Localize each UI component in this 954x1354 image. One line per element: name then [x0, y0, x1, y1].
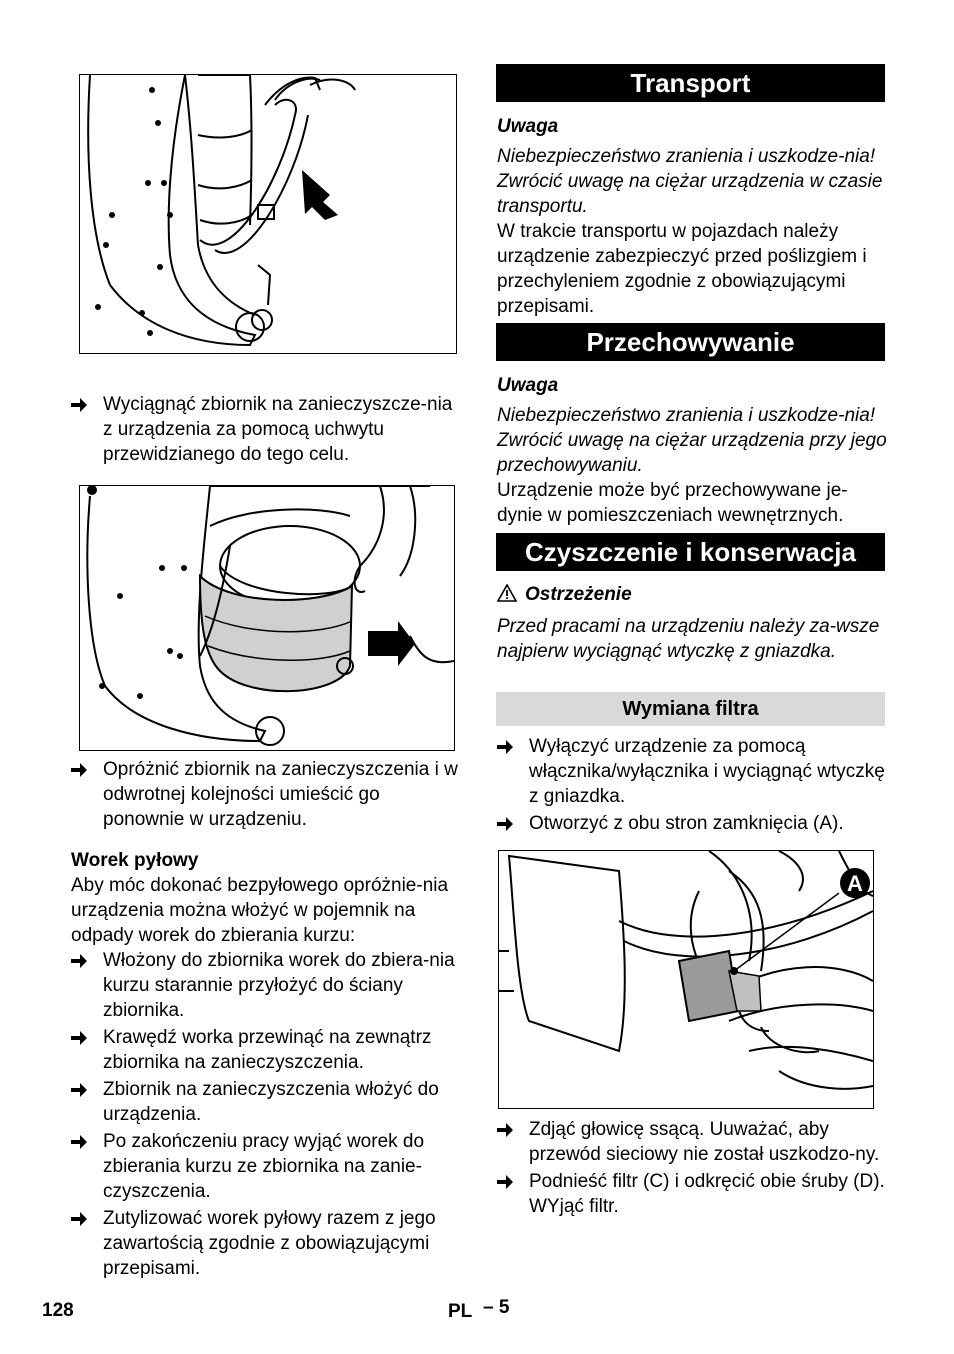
heading-transport: Transport: [496, 64, 885, 102]
figure-empty-container: [79, 485, 455, 751]
list-item: Włożony do zbiornika worek do zbiera-nia kurzu starannie przyłożyć do ściany zbiornika.: [71, 948, 459, 1023]
heading-cleaning: Czyszczenie i konserwacja: [496, 533, 885, 571]
storage-text: Urządzenie może być przechowywane je-dynie w pomieszczeniach wewnętrznych.: [497, 480, 848, 526]
list-item: Podnieść filtr (C) i odkręcić obie śruby (D). WYjąć filtr.: [497, 1169, 887, 1219]
figure-clasp-a: [498, 850, 874, 1109]
arrow-right-icon: [497, 734, 519, 759]
list-item: Zutylizować worek pyłowy razem z jego zawartością zgodnie z obowiązującymi przepisami.: [71, 1206, 459, 1281]
note-text: Niebezpieczeństwo zranienia i uszkodze-nia! Zwrócić uwagę na ciężar urządzenia przy jego przechowywaniu.: [497, 405, 887, 476]
warning-label: Ostrzeżenie: [497, 582, 887, 609]
arrow-right-icon: [497, 811, 519, 836]
illustration-pull-out: [80, 75, 456, 353]
transport-text: W trakcie transportu w pojazdach należy urządzenie zabezpieczyć przed poślizgiem i przechyleniem zgodnie z obowiązującymi przepisami.: [497, 221, 867, 317]
list-item: Po zakończeniu pracy wyjąć worek do zbierania kurzu ze zbiornika na zanie-czyszczenia.: [71, 1129, 459, 1204]
arrow-right-icon: [71, 1206, 93, 1231]
list-item: Otworzyć z obu stron zamknięcia (A).: [497, 811, 887, 836]
warning-text: Przed pracami na urządzeniu należy za-wsze najpierw wyciągnąć wtyczkę z gniazdka.: [497, 616, 880, 662]
list-item: Zdjąć głowicę ssącą. Uuważać, aby przewód sieciowy nie został uszkodzo-ny.: [497, 1117, 887, 1167]
step-empty-container: Opróżnić zbiornik na zanieczyszczenia i w odwrotnej kolejności umieścić go ponownie w urządzeniu.: [103, 759, 458, 830]
arrow-right-icon: [71, 1077, 93, 1102]
step-pull-out: Wyciągnąć zbiornik na zanieczyszcze-nia z urządzenia za pomocą uchwytu przewidzianego do tego celu.: [103, 394, 453, 465]
illustration-clasp: [499, 851, 873, 1108]
warning-triangle-icon: [497, 584, 517, 609]
sub-page-number: – 5: [483, 1297, 510, 1318]
list-item: Krawędź worka przewinąć na zewnątrz zbiornika na zanieczyszczenia.: [71, 1025, 459, 1075]
language-code: PL: [448, 1301, 473, 1322]
arrow-right-icon: [497, 1169, 519, 1194]
note-label: Uwaga: [497, 375, 559, 396]
list-item: Wyłączyć urządzenie za pomocą włącznika/wyłącznika i wyciągnąć wtyczkę z gniazdka.: [497, 734, 887, 809]
label-a: A: [847, 871, 863, 896]
figure-pull-out-container: [79, 74, 457, 354]
arrow-right-icon: [71, 757, 93, 782]
page-number: 128: [42, 1300, 74, 1321]
section-title-worek: Worek pyłowy: [71, 850, 199, 871]
list-item: [71, 757, 459, 832]
list-item: [71, 392, 459, 467]
note-label: Uwaga: [497, 116, 559, 137]
arrow-right-icon: [71, 1129, 93, 1154]
subheading-filter: Wymiana filtra: [496, 692, 885, 726]
worek-intro: Aby móc dokonać bezpyłowego opróżnie-nia urządzenia można włożyć w pojemnik na odpady worek do zbierania kurzu:: [71, 875, 449, 946]
heading-storage: Przechowywanie: [496, 323, 885, 361]
list-item: Zbiornik na zanieczyszczenia włożyć do urządzenia.: [71, 1077, 459, 1127]
arrow-right-icon: [71, 1025, 93, 1050]
arrow-right-icon: [71, 392, 93, 417]
arrow-right-icon: [497, 1117, 519, 1142]
note-text: Niebezpieczeństwo zranienia i uszkodze-nia! Zwrócić uwagę na ciężar urządzenia w czasie transportu.: [497, 146, 883, 217]
illustration-empty: [80, 486, 454, 750]
arrow-right-icon: [71, 948, 93, 973]
